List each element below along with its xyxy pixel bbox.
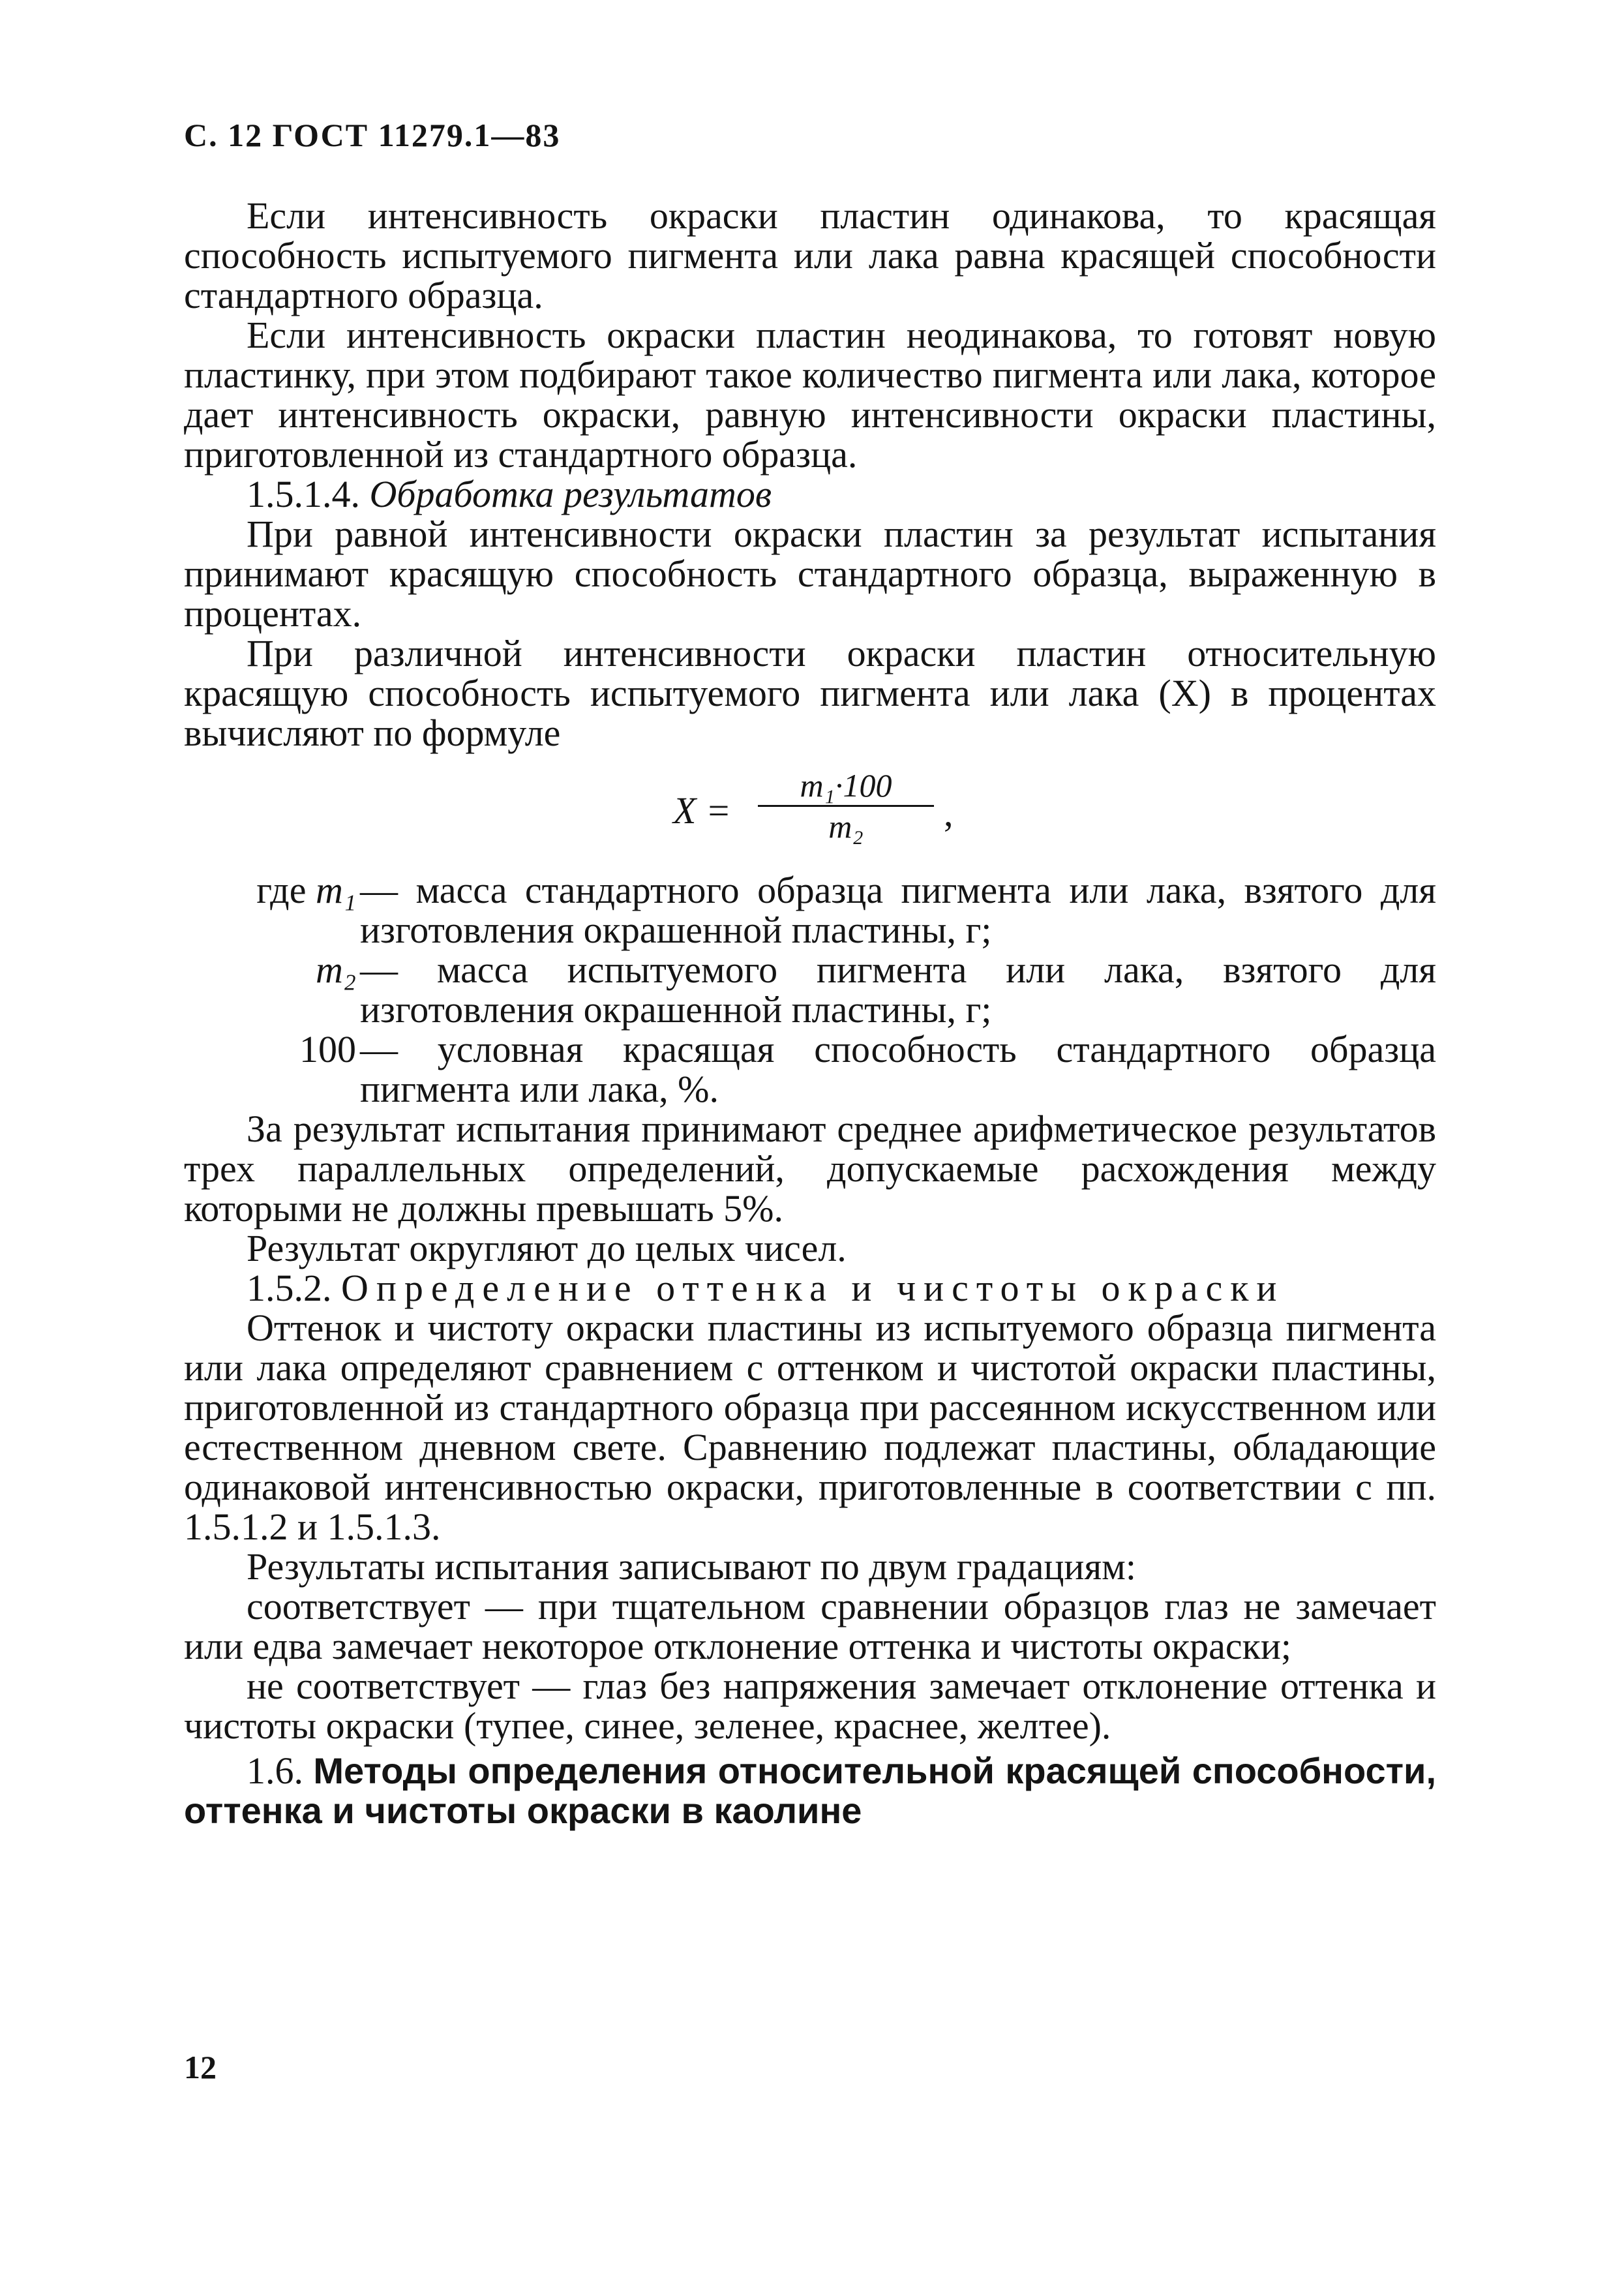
where-description: — масса испытуемого пигмента или лака, взятого для изготовления окрашенной пластины, г; [360,948,1436,1031]
section-heading-1-6 [184,1751,1436,1830]
formula-trailing: , [944,792,954,834]
formula-fraction [758,767,934,845]
section-heading-1-5-2 [184,1268,1436,1308]
paragraph: При равной интенсивности окраски пластин за результат испытания принимают красящую способность стандартного образца, выраженную в процентах. [184,513,1436,635]
where-prefix: где [256,869,307,911]
section-number: 1.6. [247,1749,303,1792]
fraction-bar [758,805,934,807]
paragraph: При различной интенсивности окраски пластин относительную красящую способность испытуемого пигмента или лака (X) в процентах вычисляют по формуле [184,632,1436,754]
where-symbol: m₁ [315,869,356,911]
where-item [184,1029,1436,1109]
section-number: 1.5.2. [247,1267,332,1309]
where-description: — масса стандартного образца пигмента или лака, взятого для изготовления окрашенной пластины, г; [360,869,1436,951]
paragraph: За результат испытания принимают среднее арифметическое результатов трех параллельных определений, допускаемые расхождения между которыми не должны превышать 5%. [184,1108,1436,1230]
paragraph: Результат округляют до целых чисел. [247,1227,847,1269]
formula-denominator: m₂ [828,808,864,845]
where-description: — условная красящая способность стандартного образца пигмента или лака, %. [360,1028,1436,1110]
section-title: Методы определения относительной красящей способности, оттенка и чистоты окраски в каолине [184,1750,1437,1831]
where-item [184,870,1436,950]
where-list [184,870,1436,1109]
paragraph: Если интенсивность окраски пластин одинакова, то красящая способность испытуемого пигмента или лака равна красящей способности стандартного образца. [184,194,1436,316]
section-title: Определение оттенка и чистоты окраски [341,1267,1285,1309]
paragraph: Оттенок и чистоту окраски пластины из испытуемого образца пигмента или лака определяют сравнением с оттенком и чистотой окраски пластины, приготовленной из стандартного образца при рассеянном искусственном или естественном дневном свете. Сравнению подлежат пластины, обладающие одинаковой интенсивностью окраски, приготовленные в соответствии с пп. 1.5.1.2 и 1.5.1.3. [184,1307,1436,1548]
where-item [184,950,1436,1029]
where-symbol: m₂ [315,948,356,991]
paragraph: не соответствует — глаз без напряжения замечает отклонение оттенка и чистоты окраски (тупее, синее, зеленее, краснее, желтее). [184,1665,1436,1747]
paragraph: Если интенсивность окраски пластин неодинакова, то готовят новую пластинку, при этом подбирают такое количество пигмента или лака, которое дает интенсивность окраски, равную интенсивности окраски пластины, приготовленной из стандартного образца. [184,314,1436,476]
formula-numerator: m₁·100 [800,767,892,804]
section-number: 1.5.1.4. [247,473,360,515]
page-number: 12 [184,2049,217,2085]
formula-lhs: X = [673,789,732,832]
page-header: С. 12 ГОСТ 11279.1—83 [184,117,561,153]
section-title: Обработка результатов [369,473,772,515]
paragraph: Результаты испытания записывают по двум градациям: [247,1545,1136,1588]
formula [184,762,1436,860]
document-body [184,196,1436,1830]
section-heading-1-5-1-4 [184,474,1436,514]
paragraph: соответствует — при тщательном сравнении образцов глаз не замечает или едва замечает некоторое отклонение оттенка и чистоты окраски; [184,1585,1436,1667]
where-symbol: 100 [299,1028,356,1070]
